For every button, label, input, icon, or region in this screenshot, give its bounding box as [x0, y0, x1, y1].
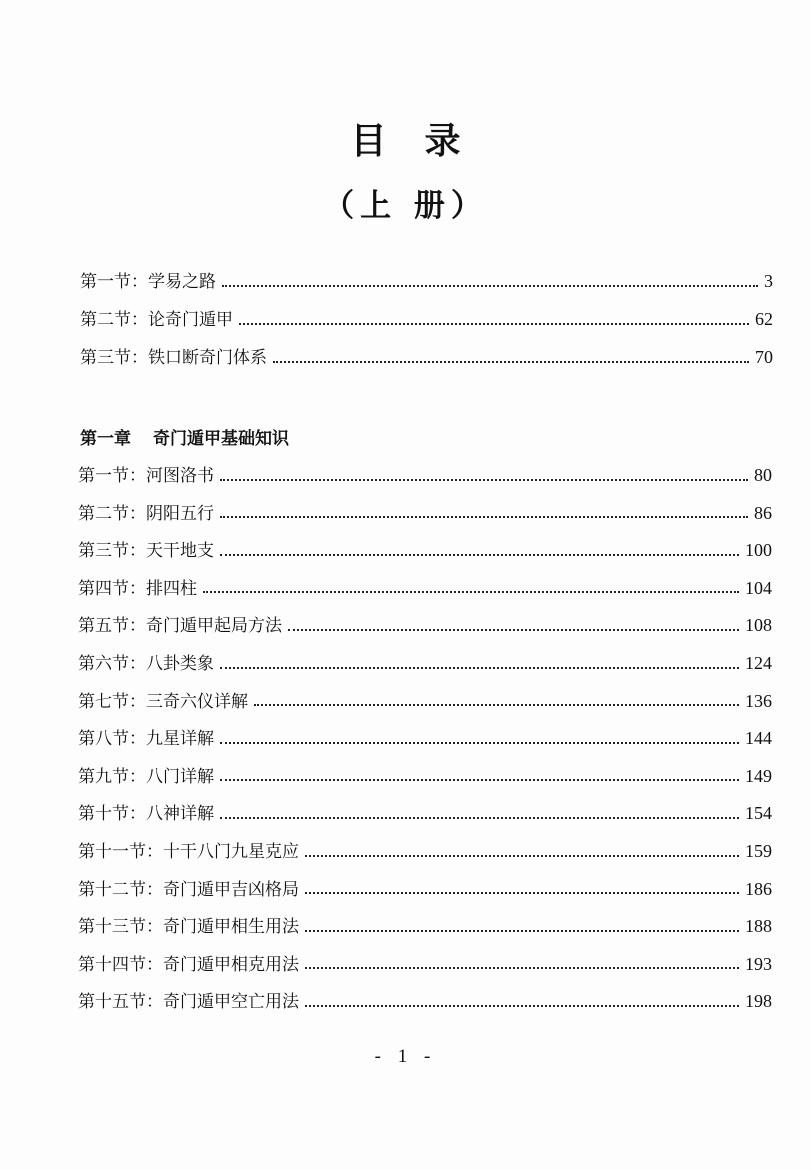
toc-entry [78, 875, 772, 903]
toc-entry-label: 第八节：九星详解 [78, 729, 214, 750]
toc-entry-page: 198 [745, 991, 772, 1012]
toc-entry [78, 950, 772, 978]
toc-entry-page: 159 [745, 841, 772, 861]
dot-leader [220, 666, 739, 669]
toc-entry-page: 104 [745, 577, 772, 598]
dot-leader [305, 1004, 739, 1007]
toc-entry-label: 第一节：河图洛书 [78, 466, 214, 486]
toc-entry-page: 80 [754, 465, 772, 485]
chapter-title: 奇门遁甲基础知识 [153, 429, 289, 449]
toc-entry-page: 124 [745, 653, 772, 673]
volume-subtitle: （上 册） [323, 188, 488, 224]
toc-entry-page: 108 [745, 615, 772, 636]
toc-entry-page: 186 [745, 878, 772, 899]
dot-leader [288, 628, 739, 631]
dot-leader [254, 703, 739, 706]
chapter-heading [80, 424, 289, 449]
toc-entry-label: 第二节：阴阳五行 [78, 503, 214, 524]
dot-leader [305, 891, 739, 894]
toc-entry [80, 343, 773, 371]
page-title: 目录 [350, 120, 499, 162]
toc-entry [78, 687, 772, 715]
toc-entry-page: 86 [754, 502, 772, 523]
toc-entry-label: 第一节：学易之路 [80, 272, 216, 292]
dot-leader [220, 741, 739, 744]
toc-entry [80, 305, 773, 333]
toc-entry [78, 724, 772, 752]
toc-entry [78, 611, 772, 639]
toc-entry-label: 第六节：八卦类象 [78, 654, 214, 674]
toc-entry-page: 62 [755, 309, 773, 329]
toc-entry-label: 第十三节：奇门遁甲相生用法 [78, 917, 299, 938]
toc-entry [78, 799, 772, 827]
dot-leader [203, 590, 739, 593]
toc-entry [78, 912, 772, 940]
toc-entry-label: 第三节：铁口断奇门体系 [80, 348, 267, 368]
toc-entry-page: 149 [745, 765, 772, 786]
toc-entry [78, 461, 772, 489]
toc-entry-label: 第十四节：奇门遁甲相克用法 [78, 954, 299, 975]
toc-entry-label: 第七节：三奇六仪详解 [78, 691, 248, 712]
dot-leader [305, 929, 739, 932]
toc-entry-page: 70 [755, 347, 773, 367]
dot-leader [220, 778, 739, 781]
page-number: - 1 - [374, 1046, 437, 1067]
dot-leader [305, 966, 739, 969]
toc-entry-page: 144 [745, 728, 772, 749]
toc-entry-page: 3 [764, 271, 773, 291]
chapter-number: 第一章 [80, 429, 131, 449]
dot-leader [222, 284, 758, 287]
toc-entry [78, 762, 772, 790]
toc-entry-page: 136 [745, 690, 772, 711]
dot-leader [220, 478, 748, 481]
dot-leader [220, 553, 739, 556]
toc-entry-label: 第九节：八门详解 [78, 766, 214, 787]
toc-entry-label: 第五节：奇门遁甲起局方法 [78, 616, 282, 637]
toc-entry [78, 987, 772, 1015]
toc-entry-label: 第十节：八神详解 [78, 804, 214, 825]
toc-entry-page: 154 [745, 803, 772, 824]
toc-entry-page: 188 [745, 916, 772, 937]
dot-leader [305, 854, 739, 857]
dot-leader [220, 515, 748, 518]
toc-entry-label: 第十一节：十干八门九星克应 [78, 842, 299, 862]
toc-entry-label: 第三节：天干地支 [78, 541, 214, 562]
toc-entry [78, 574, 772, 602]
toc-entry-label: 第十五节：奇门遁甲空亡用法 [78, 992, 299, 1013]
toc-entry [78, 536, 772, 564]
toc-entry-label: 第二节：论奇门遁甲 [80, 310, 233, 330]
dot-leader [273, 360, 749, 363]
dot-leader [220, 816, 739, 819]
toc-entry [78, 499, 772, 527]
toc-entry [78, 837, 772, 865]
toc-entry [78, 649, 772, 677]
toc-entry-page: 100 [745, 540, 772, 561]
toc-entry [80, 267, 773, 295]
toc-entry-label: 第四节：排四柱 [78, 578, 197, 599]
dot-leader [239, 322, 749, 325]
toc-entry-page: 193 [745, 953, 772, 974]
toc-entry-label: 第十二节：奇门遁甲吉凶格局 [78, 879, 299, 900]
